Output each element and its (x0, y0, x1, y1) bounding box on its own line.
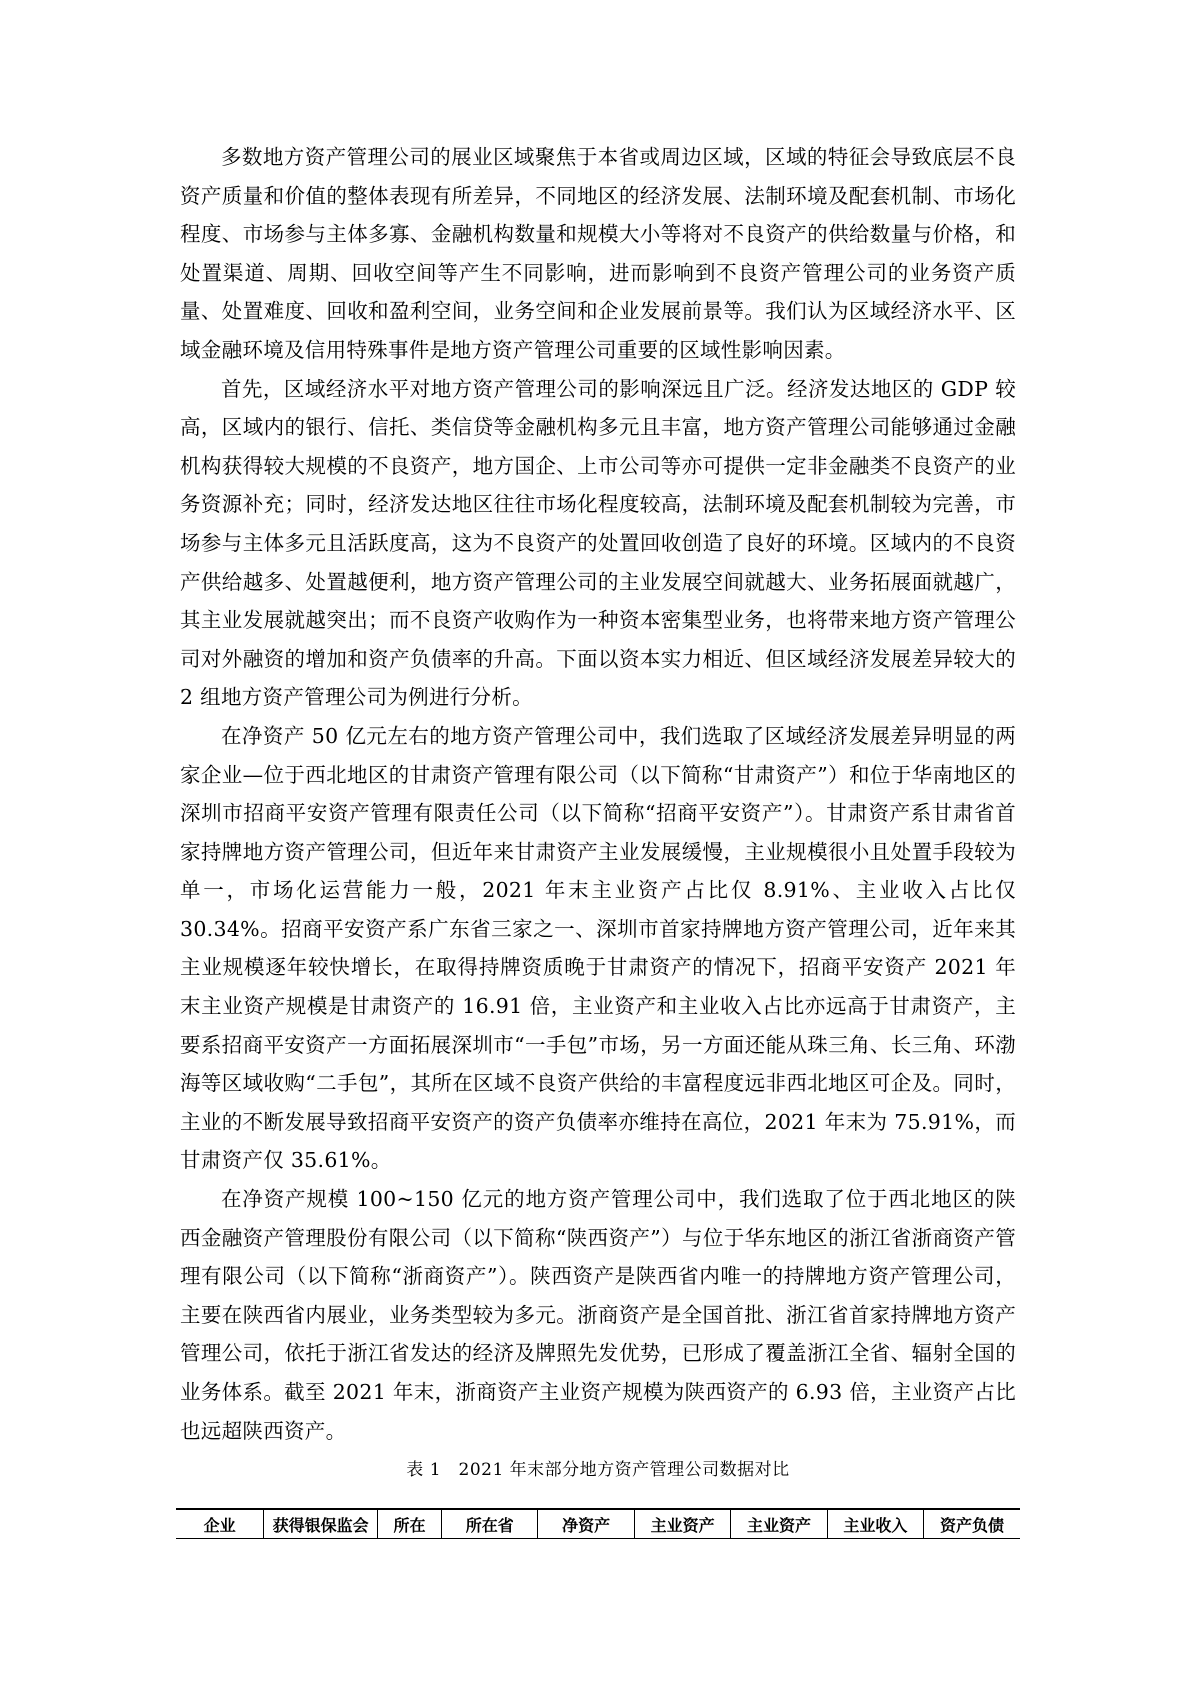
header-location: 所在 (377, 1509, 441, 1539)
header-core-assets-share: 主业资产 (731, 1509, 827, 1539)
header-debt-ratio: 资产负债 (924, 1509, 1020, 1539)
table-caption: 表 1 2021 年末部分地方资产管理公司数据对比 (406, 1460, 790, 1481)
header-net-assets: 净资产 (538, 1509, 634, 1539)
paragraph-regional-economy: 首先，区域经济水平对地方资产管理公司的影响深远且广泛。经济发达地区的 GDP 较高，区域内的银行、信托、类信贷等金融机构多元且丰富，地方资产管理公司能够通过金融机构获得较大规模的不良资产，地方国企、上市公司等亦可提供一定非金融类不良资产的业务资源补充；同时，经济发达地区往往市场化程度较高，法制环境及配套机制较为完善，市场参与主体多元且活跃度高，这为不良资产的处置回收创造了良好的环境。区域内的不良资产供给越多、处置越便利，地方资产管理公司的主业发展空间就越大、业务拓展面就越广，其主业发展就越突出；而不良资产收购作为一种资本密集型业务，也将带来地方资产管理公司对外融资的增加和资产负债率的升高。下面以资本实力相近、但区域经济发展差异较大的 2 组地方资产管理公司为例进行分析。 (180, 376, 1016, 710)
header-province: 所在省 (442, 1509, 538, 1539)
document-body (180, 138, 1016, 1484)
header-cbirc-approval: 获得银保监会 (264, 1509, 378, 1539)
table-header-row (176, 1509, 1020, 1539)
paragraph-gansu-vs-zhaoshang: 在净资产 50 亿元左右的地方资产管理公司中，我们选取了区域经济发展差异明显的两家企业—位于西北地区的甘肃资产管理有限公司（以下简称“甘肃资产”）和位于华南地区的深圳市招商平安资产管理有限责任公司（以下简称“招商平安资产”）。甘肃资产系甘肃省首家持牌地方资产管理公司，但近年来甘肃资产主业发展缓慢，主业规模很小且处置手段较为单一，市场化运营能力一般，2021 年末主业资产占比仅 8.91%、主业收入占比仅 30.34%。招商平安资产系广东省三家之一、深圳市首家持牌地方资产管理公司，近年来其主业规模逐年较快增长，在取得持牌资质晚于甘肃资产的情况下，招商平安资产 2021 年末主业资产规模是甘肃资产的 16.91 倍，主业资产和主业收入占比亦远高于甘肃资产，主要系招商平安资产一方面拓展深圳市“一手包”市场，另一方面还能从珠三角、长三角、环渤海等区域收购“二手包”，其所在区域不良资产供给的丰富程度远非西北地区可企及。同时，主业的不断发展导致招商平安资产的资产负债率亦维持在高位，2021 年末为 75.91%，而甘肃资产仅 35.61%。 (180, 723, 1016, 1173)
comparison-table (176, 1508, 1020, 1539)
paragraph-shaanxi-vs-zheshang: 在净资产规模 100~150 亿元的地方资产管理公司中，我们选取了位于西北地区的陕西金融资产管理股份有限公司（以下简称“陕西资产”）与位于华东地区的浙江省浙商资产管理有限公司（以下简称“浙商资产”）。陕西资产是陕西省内唯一的持牌地方资产管理公司，主要在陕西省内展业，业务类型较为多元。浙商资产是全国首批、浙江省首家持牌地方资产管理公司，依托于浙江省发达的经济及牌照先发优势，已形成了覆盖浙江全省、辐射全国的业务体系。截至 2021 年末，浙商资产主业资产规模为陕西资产的 6.93 倍，主业资产占比也远超陕西资产。 (180, 1187, 1016, 1443)
header-company: 企业 (176, 1509, 264, 1539)
header-core-assets: 主业资产 (634, 1509, 730, 1539)
header-core-revenue: 主业收入 (827, 1509, 923, 1539)
paragraph-regional-focus: 多数地方资产管理公司的展业区域聚焦于本省或周边区域，区域的特征会导致底层不良资产质量和价值的整体表现有所差异，不同地区的经济发展、法制环境及配套机制、市场化程度、市场参与主体多寡、金融机构数量和规模大小等将对不良资产的供给数量与价格，和处置渠道、周期、回收空间等产生不同影响，进而影响到不良资产管理公司的业务资产质量、处置难度、回收和盈利空间，业务空间和企业发展前景等。我们认为区域经济水平、区域金融环境及信用特殊事件是地方资产管理公司重要的区域性影响因素。 (180, 145, 1016, 362)
